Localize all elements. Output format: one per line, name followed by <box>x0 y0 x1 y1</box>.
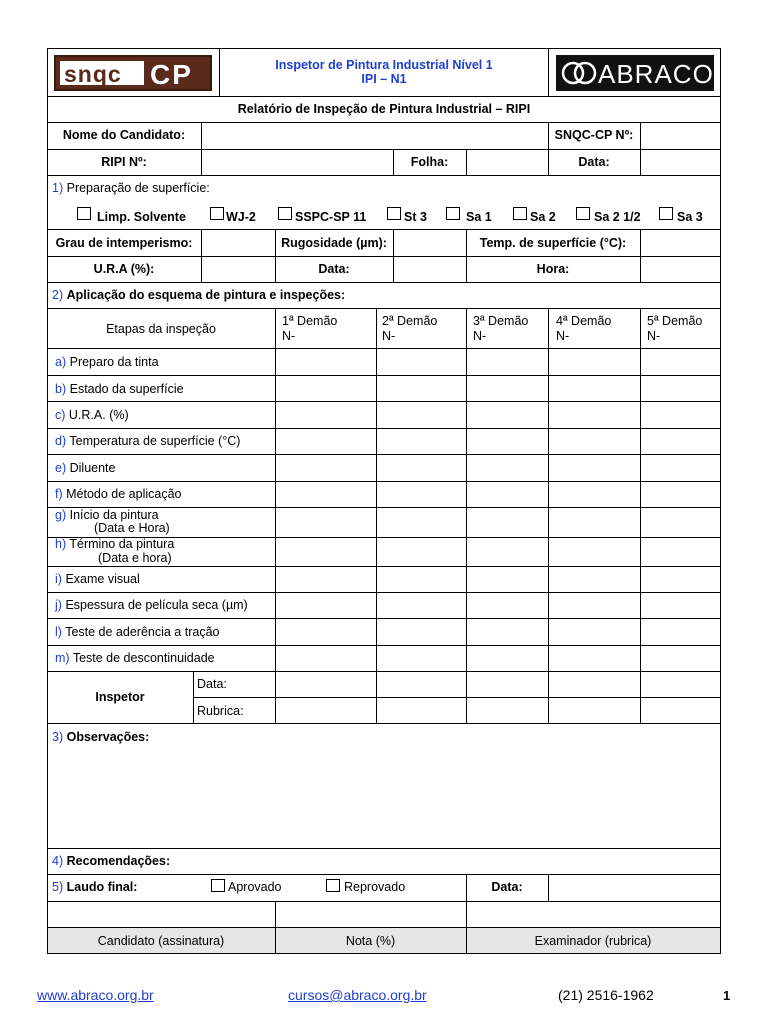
table-row: i) Exame visual <box>55 572 140 586</box>
demao-4-label: 4ª Demão <box>556 314 612 328</box>
option-limp-solvente: Limp. Solvente <box>97 210 186 224</box>
rugosidade-field[interactable] <box>395 231 465 254</box>
table-row-sub: (Data e Hora) <box>94 521 170 535</box>
reprovado-label: Reprovado <box>344 880 406 894</box>
inspetor-label: Inspetor <box>95 690 145 704</box>
grau-field[interactable] <box>203 231 274 254</box>
section2-heading <box>52 288 345 302</box>
rugosidade-label: Rugosidade (µm): <box>281 236 387 250</box>
demao-1-label: 1ª Demão <box>282 314 338 328</box>
table-row: m) Teste de descontinuidade <box>55 651 215 665</box>
table-row: a) Preparo da tinta <box>55 355 159 369</box>
section1-heading <box>52 181 210 195</box>
checkbox-wj2[interactable] <box>210 207 224 220</box>
option-sa2-1-2: Sa 2 1/2 <box>594 210 641 224</box>
section2-title: Aplicação do esquema de pintura e inspeções: <box>66 288 346 302</box>
website-link[interactable]: www.abraco.org.br <box>37 987 154 1003</box>
abraco-logo-graphic <box>556 55 714 91</box>
folha-label: Folha: <box>410 155 449 169</box>
candidate-name-label: Nome do Candidato: <box>62 128 186 142</box>
table-row-sub: (Data e hora) <box>98 551 172 565</box>
ripi-number-field[interactable] <box>203 151 392 173</box>
section3-title: Observações: <box>66 730 150 744</box>
aprovado-label: Aprovado <box>228 880 282 894</box>
demao-4-n: N- <box>556 329 570 343</box>
snqc-cp-logo-graphic <box>56 57 210 89</box>
table-row: h) Término da pintura <box>55 537 175 551</box>
demao-3-n: N- <box>473 329 487 343</box>
checkbox-st3[interactable] <box>387 207 401 220</box>
section4-title: Recomendações: <box>66 854 171 868</box>
demao-1-n: N- <box>282 329 296 343</box>
section1-date-field[interactable] <box>395 258 465 280</box>
hora-field[interactable] <box>642 258 719 280</box>
checkbox-sa1[interactable] <box>446 207 460 220</box>
table-row: g) Início da pintura <box>55 508 159 522</box>
table-row: b) Estado da superfície <box>55 382 184 396</box>
inspetor-date-label: Data: <box>197 677 227 691</box>
demao-3-label: 3ª Demão <box>473 314 529 328</box>
inspetor-rubrica-label: Rubrica: <box>197 704 244 718</box>
option-sa2: Sa 2 <box>530 210 556 224</box>
table-row: j) Espessura de película seca (µm) <box>55 598 248 612</box>
demao-2-n: N- <box>382 329 396 343</box>
ura-field[interactable] <box>203 258 274 280</box>
laudo-date-label: Data: <box>491 880 523 894</box>
svg-text:ABRACO: ABRACO <box>598 59 714 89</box>
table-row: d) Temperatura de superfície (°C) <box>55 434 241 448</box>
checkbox-sspc-sp11[interactable] <box>278 207 292 220</box>
table-row: e) Diluente <box>55 461 116 475</box>
report-title: Relatório de Inspeção de Pintura Industrial – RIPI <box>237 102 531 116</box>
option-st3: St 3 <box>404 210 427 224</box>
demao-5-label: 5ª Demão <box>647 314 703 328</box>
demao-5-n: N- <box>647 329 661 343</box>
candidate-name-field[interactable] <box>203 124 546 147</box>
course-code: IPI – N1 <box>361 72 407 86</box>
checkbox-limp-solvente[interactable] <box>77 207 91 220</box>
option-sa3: Sa 3 <box>677 210 703 224</box>
observacoes-field[interactable] <box>49 746 719 846</box>
temp-superficie-label: Temp. de superfície (°C): <box>479 236 627 250</box>
candidato-signature-field[interactable] <box>49 903 274 926</box>
laudo-date-field[interactable] <box>550 876 719 899</box>
temp-superficie-field[interactable] <box>642 231 719 254</box>
section4-number: 4) <box>52 854 64 868</box>
section3-heading <box>52 730 149 744</box>
option-wj2: WJ-2 <box>226 210 256 224</box>
grau-label: Grau de intemperismo: <box>55 236 193 250</box>
section5-heading <box>52 880 137 894</box>
date-field[interactable] <box>642 151 719 173</box>
abraco-logo <box>556 55 714 91</box>
nota-label: Nota (%) <box>345 934 396 948</box>
checkbox-aprovado[interactable] <box>211 879 225 892</box>
section5-number: 5) <box>52 880 64 894</box>
nota-field[interactable] <box>277 903 465 926</box>
checkbox-sa3[interactable] <box>659 207 673 220</box>
candidato-label: Candidato (assinatura) <box>97 934 225 948</box>
phone-number: (21) 2516-1962 <box>558 987 654 1003</box>
section2-number: 2) <box>52 288 64 302</box>
examinador-signature-field[interactable] <box>468 903 719 926</box>
section1-number: 1) <box>52 181 64 195</box>
examinador-label: Examinador (rubrica) <box>534 934 652 948</box>
ripi-number-label: RIPI Nº: <box>101 155 147 169</box>
snqc-number-label: SNQC-CP Nº: <box>554 128 634 142</box>
checkbox-reprovado[interactable] <box>326 879 340 892</box>
snqc-number-field[interactable] <box>642 124 719 147</box>
folha-field[interactable] <box>468 151 547 173</box>
etapas-header: Etapas da inspeção <box>106 322 216 336</box>
checkbox-sa2-1-2[interactable] <box>576 207 590 220</box>
hora-label: Hora: <box>536 262 570 276</box>
course-title: Inspetor de Pintura Industrial Nível 1 <box>275 58 493 72</box>
svg-text:snqc: snqc <box>64 61 122 87</box>
table-row: c) U.R.A. (%) <box>55 408 129 422</box>
table-row: l) Teste de aderência a tração <box>55 625 220 639</box>
section1-title: Preparação de superfície: <box>66 181 210 195</box>
section4-heading <box>52 854 170 868</box>
section3-number: 3) <box>52 730 64 744</box>
page-number: 1 <box>723 988 731 1003</box>
email-link[interactable]: cursos@abraco.org.br <box>288 987 427 1003</box>
ura-label: U.R.A (%): <box>93 262 155 276</box>
svg-text:CP: CP <box>150 59 193 89</box>
section5-title: Laudo final: <box>66 880 138 894</box>
demao-2-label: 2ª Demão <box>382 314 438 328</box>
snqc-cp-logo <box>54 55 212 91</box>
section1-date-label: Data: <box>318 262 350 276</box>
option-sa1: Sa 1 <box>466 210 492 224</box>
option-sspc-sp11: SSPC-SP 11 <box>295 210 367 224</box>
date-label: Data: <box>578 155 610 169</box>
checkbox-sa2[interactable] <box>513 207 527 220</box>
table-row: f) Método de aplicação <box>55 487 182 501</box>
